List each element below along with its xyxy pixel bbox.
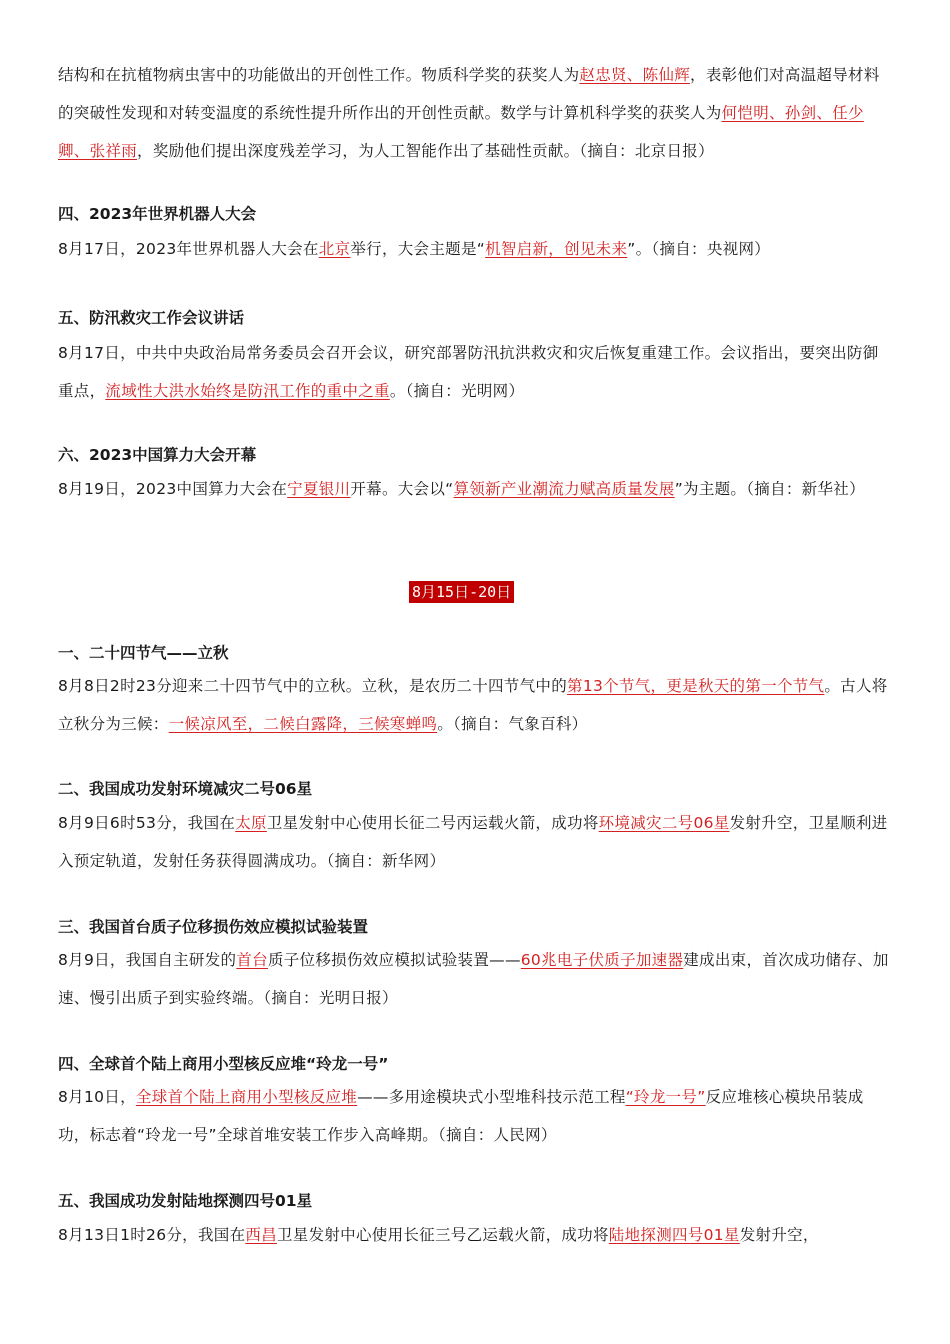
item-heading: 四、全球首个陆上商用小型核反应堆“玲龙一号” — [58, 1055, 389, 1073]
item-highlight: 流域性大洪水始终是防汛工作的重中之重 — [105, 382, 390, 400]
item-text: 8月19日，2023中国算力大会在 — [58, 480, 288, 498]
item-highlight: 西昌 — [245, 1226, 277, 1244]
item-text: 。（摘自：光明网） — [389, 382, 525, 400]
item-text: ——多用途模块式小型堆科技示范工程 — [357, 1088, 626, 1106]
item-paragraph — [58, 470, 894, 508]
item-text: 发射升空，卫星顺利进入预定轨道，发射任务获得圆满成功。（摘自：新华网） — [58, 814, 888, 870]
item-paragraph — [58, 667, 894, 743]
intro-text-1: 结构和在抗植物病虫害中的功能做出的开创性工作。物质科学奖的获奖人为 — [58, 66, 580, 84]
item-text: ”。（摘自：央视网） — [627, 240, 771, 258]
item-paragraph — [58, 334, 894, 410]
item-highlight: 环境减灾二号06星 — [598, 814, 730, 832]
item-heading: 六、2023中国算力大会开幕 — [58, 446, 257, 464]
item-heading: 五、防汛救灾工作会议讲话 — [58, 309, 245, 327]
intro-highlight-1: 赵忠贤、陈仙辉 — [579, 66, 691, 84]
item-highlight: 60兆电子伏质子加速器 — [520, 951, 684, 969]
item-text: 8月9日，我国自主研发的 — [58, 951, 237, 969]
item-paragraph — [58, 1078, 894, 1154]
item-text: 8月17日，2023年世界机器人大会在 — [58, 240, 319, 258]
item-heading: 二、我国成功发射环境减灾二号06星 — [58, 780, 313, 798]
item-text: 发射升空， — [739, 1226, 819, 1244]
item-text: 8月9日6时53分，我国在 — [58, 814, 236, 832]
item-text: 质子位移损伤效应模拟试验装置—— — [267, 951, 521, 969]
item-paragraph — [58, 230, 894, 268]
item-highlight: 首台 — [236, 951, 268, 969]
item-heading: 五、我国成功发射陆地探测四号01星 — [58, 1192, 313, 1210]
item-heading: 三、我国首台质子位移损伤效应模拟试验装置 — [58, 918, 369, 936]
item-text: 。（摘自：气象百科） — [437, 715, 588, 733]
item-text: ”为主题。（摘自：新华社） — [674, 480, 865, 498]
intro-text-3: ，奖励他们提出深度残差学习，为人工智能作出了基础性贡献。（摘自：北京日报） — [137, 142, 714, 160]
item-text: 反应堆核心模块吊装成功，标志着“玲龙一号”全球首堆安装工作步入高峰期。（摘自：人民网） — [58, 1088, 864, 1144]
item-text: 。古人将立秋分为三候： — [58, 677, 888, 733]
item-paragraph — [58, 804, 894, 880]
item-highlight: 机智启新，创见未来 — [485, 240, 628, 258]
item-heading: 一、二十四节气——立秋 — [58, 644, 229, 662]
item-text: 建成出束，首次成功储存、加速、慢引出质子到实验终端。（摘自：光明日报） — [58, 951, 889, 1007]
intro-text-2: ，表彰他们对高温超导材料的突破性发现和对转变温度的系统性提升所作出的开创性贡献。数学与计算机科学奖的获奖人为 — [58, 66, 880, 122]
item-highlight: 算领新产业潮流力赋高质量发展 — [453, 480, 675, 498]
section-date-banner: 8月15日-20日 — [409, 581, 514, 603]
item-text: 开幕。大会以“ — [350, 480, 454, 498]
item-highlight: “玲龙一号” — [625, 1088, 706, 1106]
item-text: 卫星发射中心使用长征三号乙运载火箭，成功将 — [276, 1226, 609, 1244]
item-highlight: 全球首个陆上商用小型核反应堆 — [135, 1088, 358, 1106]
intro-highlight-2: 何恺明、孙剑、任少卿、张祥雨 — [58, 104, 864, 160]
intro-paragraph — [58, 56, 894, 170]
item-highlight: 第13个节气，更是秋天的第一个节气 — [567, 677, 825, 695]
item-text: 8月17日，中共中央政治局常务委员会召开会议，研究部署防汛抗洪救灾和灾后恢复重建工作。会议指出，要突出防御重点， — [58, 344, 879, 400]
item-text: 8月10日， — [58, 1088, 136, 1106]
item-heading: 四、2023年世界机器人大会 — [58, 205, 257, 223]
item-highlight: 太原 — [235, 814, 267, 832]
item-text: 8月13日1时26分，我国在 — [58, 1226, 246, 1244]
item-highlight: 一候凉风至，二候白露降，三候寒蝉鸣 — [168, 715, 438, 733]
item-highlight: 宁夏银川 — [287, 480, 351, 498]
item-highlight: 陆地探测四号01星 — [608, 1226, 740, 1244]
item-text: 卫星发射中心使用长征二号丙运载火箭，成功将 — [266, 814, 599, 832]
item-text: 举行，大会主题是“ — [350, 240, 486, 258]
item-highlight: 北京 — [318, 240, 351, 258]
item-text: 8月8日2时23分迎来二十四节气中的立秋。立秋，是农历二十四节气中的 — [58, 677, 568, 695]
item-paragraph — [58, 941, 894, 1017]
item-paragraph — [58, 1216, 894, 1254]
